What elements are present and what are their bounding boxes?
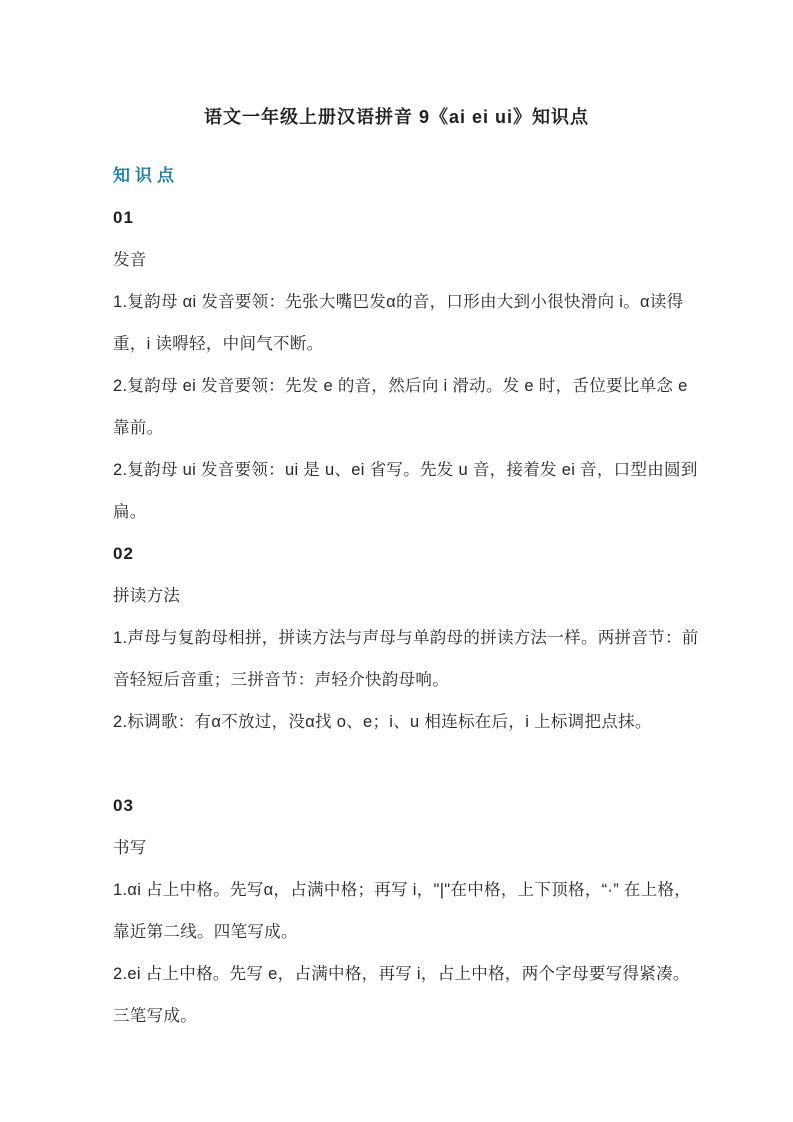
paragraph-line: 重，i 读嘚轻，中间气不断。 [113,335,324,353]
paragraph-line: 三笔写成。 [113,1007,197,1025]
section-subtitle-spelling-method: 拼读方法 [113,587,181,605]
paragraph-line: 1.声母与复韵母相拼，拼读方法与声母与单韵母的拼读方法一样。两拼音节：前 [113,629,699,647]
section-subtitle-writing: 书写 [113,839,147,857]
knowledge-points-heading: 知识点 [113,166,179,185]
section-number-03: 03 [113,796,134,815]
section-number-02: 02 [113,544,134,563]
blank-line-spacer [113,743,723,785]
paragraph-line: 2.标调歌：有α不放过，没α找 o、e；i、u 相连标在后，i 上标调把点抹。 [113,713,652,731]
section-number-01: 01 [113,208,134,227]
paragraph-line: 1.αi 占上中格。先写α，占满中格；再写 i，"|"在中格，上下顶格，“·” 在上格， [113,881,692,899]
paragraph-line: 音轻短后音重；三拼音节：声轻介快韵母响。 [113,671,449,689]
paragraph-line: 2.复韵母 ui 发音要领：ui 是 u、ei 省写。先发 u 音，接着发 ei 音，口型由圆到 [113,461,698,479]
section-subtitle-pronunciation: 发音 [113,251,147,269]
paragraph-line: 靠近第二线。四笔写成。 [113,923,298,941]
paragraph-line: 1.复韵母 αi 发音要领：先张大嘴巴发α的音，口形由大到小很快滑向 i。α读得 [113,293,684,311]
paragraph-line: 2.ei 占上中格。先写 e，占满中格，再写 i，占上中格，两个字母要写得紧凑。 [113,965,690,983]
paragraph-line: 2.复韵母 ei 发音要领：先发 e 的音，然后向 i 滑动。发 e 时，舌位要比单念 e [113,377,688,395]
paragraph-line: 扁。 [113,503,147,521]
paragraph-line: 靠前。 [113,419,164,437]
document-body [113,155,723,1037]
page-title: 语文一年级上册汉语拼音 9《ai ei ui》知识点 [203,107,590,127]
